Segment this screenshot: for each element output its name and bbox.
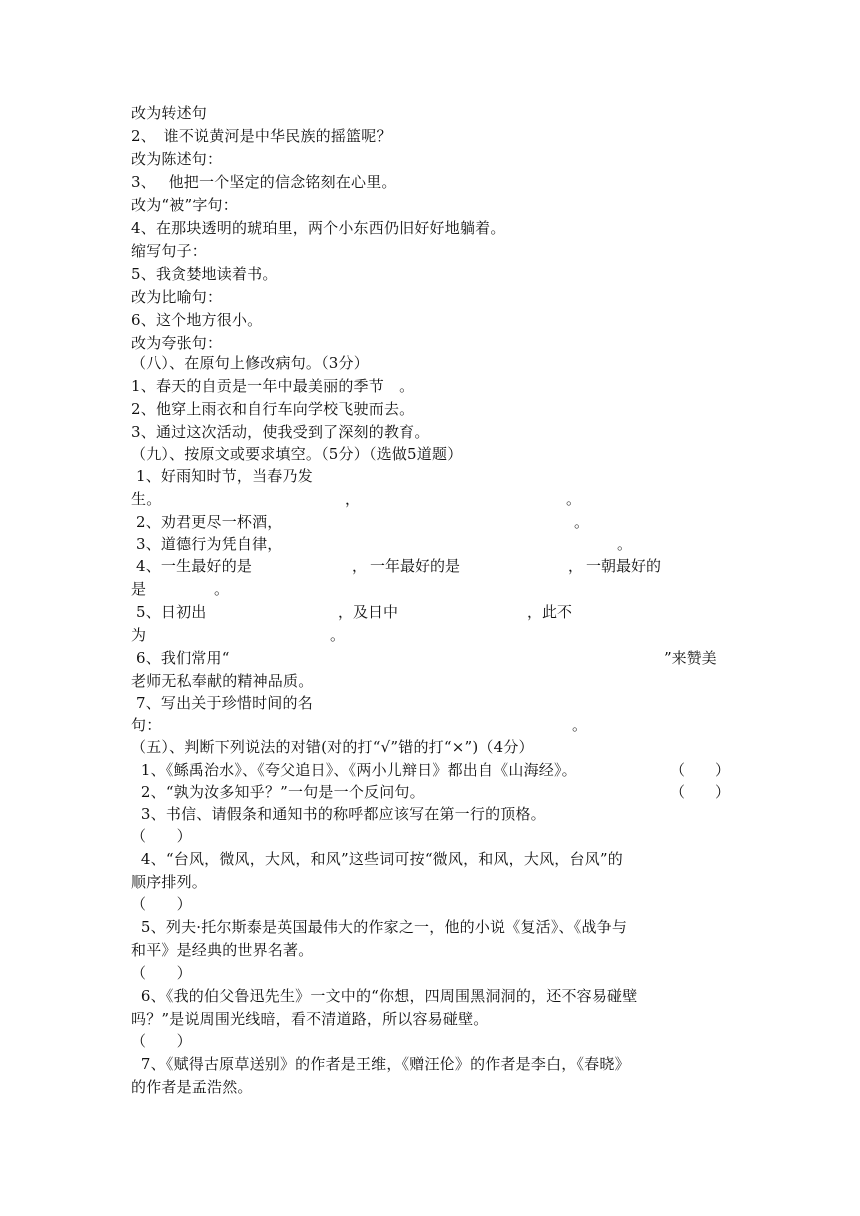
text-line: 2、他穿上雨衣和自行车向学校飞驶而去。: [131, 400, 415, 418]
text-line: 的作者是孟浩然。: [131, 1078, 253, 1096]
fill-text: 一年最好的是: [370, 557, 461, 575]
text-line: 5、我贪婪地读着书。: [131, 265, 278, 283]
text-line: 和平》是经典的世界名著。: [131, 941, 314, 959]
text-line: 5、日初出: [131, 603, 207, 621]
text-line: 2、“孰为汝多知乎？”一句是一个反问句。: [131, 783, 425, 801]
text-line: 1、春天的自贡是一年中最美丽的季节 。: [131, 377, 415, 395]
fill-text: 一朝最好的: [586, 557, 662, 575]
text-line: 改为陈述句：: [131, 150, 223, 168]
section-heading: （九）、按原文或要求填空。（5分）（选做5道题）: [131, 445, 463, 463]
text-line: 4、“台风，微风，大风，和风”这些词可按“微风，和风，大风，台风”的: [131, 850, 623, 868]
text-line: 4、在那块透明的琥珀里，两个小东西仍旧好好地躺着。: [131, 219, 506, 237]
text-line: 6、《我的伯父鲁迅先生》一文中的“你想，四周围黑洞洞的，还不容易碰壁: [131, 987, 638, 1005]
text-line: 吗？”是说周围光线暗，看不清道路，所以容易碰壁。: [131, 1010, 489, 1028]
answer-paren: （ ）: [131, 827, 192, 845]
answer-paren: （ ）: [669, 761, 730, 779]
fill-period: 。: [617, 535, 633, 553]
answer-paren: （ ）: [131, 964, 192, 982]
text-line: 2、劝君更尽一杯酒，: [131, 513, 283, 531]
text-line: 改为夸张句：: [131, 334, 223, 352]
text-line: 3、 他把一个坚定的信念铭刻在心里。: [131, 173, 397, 191]
text-line: 句：: [131, 716, 162, 734]
fill-text: ，此不: [527, 603, 573, 621]
fill-text: ，及日中: [338, 603, 399, 621]
text-line: 2、 谁不说黄河是中华民族的摇篮呢？: [131, 127, 392, 145]
text-line: 7、写出关于珍惜时间的名: [131, 694, 313, 712]
text-line: 改为转述句: [131, 104, 208, 122]
fill-text: ”来赞美: [664, 649, 717, 667]
section-heading: （五）、判断下列说法的对错(对的打“√”错的打“×”)（4分）: [131, 738, 534, 756]
text-line: 为: [131, 626, 147, 644]
fill-period: 。: [574, 513, 590, 531]
text-line: 5、列夫·托尔斯泰是英国最伟大的作家之一，他的小说《复活》、《战争与: [131, 918, 628, 936]
text-line: 生。: [131, 490, 162, 508]
answer-paren: （ ）: [131, 895, 192, 913]
text-line: 6、这个地方很小。: [131, 311, 263, 329]
fill-period: 。: [214, 580, 230, 598]
text-line: 顺序排列。: [131, 873, 208, 891]
text-line: 7、《赋得古原草送别》的作者是王维，《赠汪伦》的作者是李白，《春晓》: [131, 1055, 630, 1073]
text-line: 老师无私奉献的精神品质。: [131, 672, 314, 690]
text-line: 6、我们常用“: [131, 649, 230, 667]
fill-period: 。: [330, 626, 346, 644]
fill-period: 。: [566, 490, 582, 508]
fill-text: ，: [568, 557, 584, 575]
answer-paren: （ ）: [131, 1032, 192, 1050]
text-line: 缩写句子：: [131, 242, 208, 260]
text-line: 是: [131, 580, 147, 598]
text-line: 1、《鲧禹治水》、《夸父追日》、《两小儿辩日》都出自《山海经》。: [131, 761, 577, 779]
text-line: 3、道德行为凭自律，: [131, 535, 283, 553]
fill-period: 。: [572, 716, 588, 734]
section-heading: （八）、在原句上修改病句。（3分）: [131, 354, 369, 372]
text-line: 1、好雨知时节，当春乃发: [131, 467, 313, 485]
answer-paren: （ ）: [669, 783, 730, 801]
text-line: 改为比喻句：: [131, 288, 223, 306]
text-line: 改为“被”字句：: [131, 196, 238, 214]
fill-text: ，: [352, 557, 368, 575]
fill-comma: ，: [345, 490, 361, 508]
text-line: 3、通过这次活动，使我受到了深刻的教育。: [131, 423, 430, 441]
text-line: 4、一生最好的是: [131, 557, 253, 575]
text-line: 3、书信、请假条和通知书的称呼都应该写在第一行的顶格。: [131, 805, 546, 823]
